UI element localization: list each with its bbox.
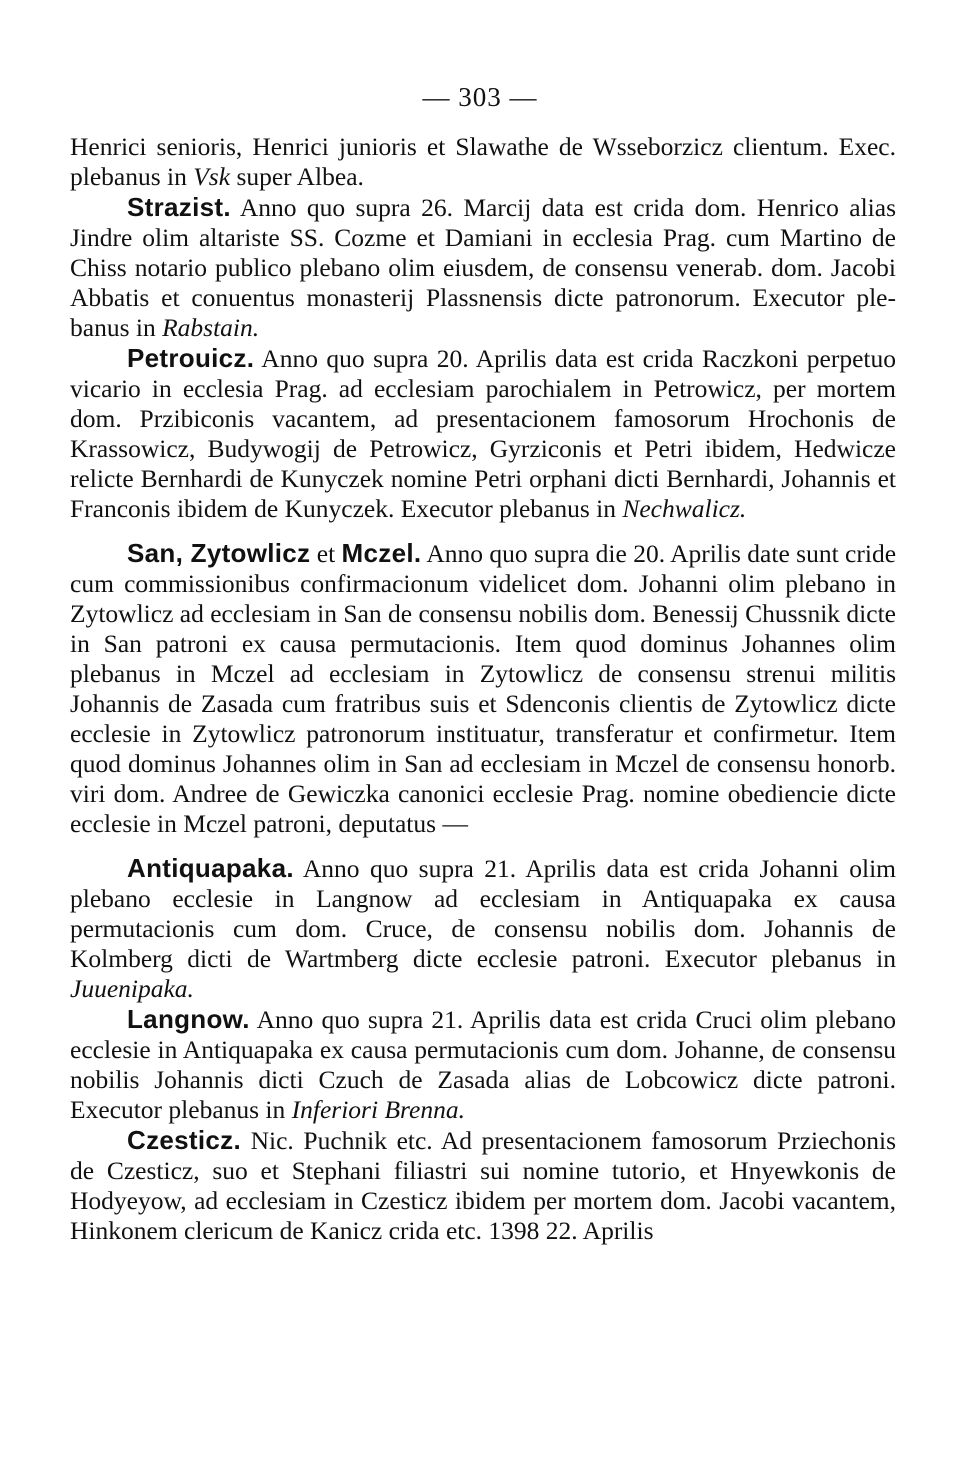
body-text	[70, 132, 896, 1246]
entry-text-italic: Juuenipaka.	[70, 974, 194, 1003]
entry-continuation	[70, 132, 896, 192]
page-number: — 303 —	[422, 82, 538, 112]
entry-text: et	[310, 539, 342, 568]
entry-text: Henrici senioris, Henrici junioris et Slawathe de Wsseborzicz clientum. Exec. plebanus in	[70, 132, 896, 191]
place-heading: Mczel.	[341, 538, 422, 568]
entry-langnow	[70, 1004, 896, 1125]
entry-text: Nic. Puchnik etc. Ad presentacionem famosorum Prziechonis de Czesticz, suo et Stephani filiastri sui nomine tutorio, et Hnyewkonis de Hodyeyow, ad ecclesiam in Czesticz ibidem per mortem dom. Jacobi vacantem, Hinkonem clericum de Kanicz crida etc. 1398 22. Aprilis	[70, 1126, 896, 1245]
entry-strazist	[70, 192, 896, 343]
entry-antiquapaka	[70, 853, 896, 1004]
entry-san-zytowlicz-mczel	[70, 538, 896, 839]
entry-petrouicz	[70, 343, 896, 524]
place-heading: Strazist.	[127, 192, 231, 222]
entry-text-italic: Nechwalicz.	[622, 494, 747, 523]
place-heading: Czesticz.	[127, 1125, 241, 1155]
entry-text: super Albea.	[230, 162, 364, 191]
entry-text: Anno quo supra 20. Aprilis data est crida Raczkoni perpetuo vicario in ecclesia Prag. ad ecclesiam parochialem in Petrowicz, per mortem dom. Przibiconis vacantem, ad presentacionem famosorum Hrochonis de Krassowicz, Budywogij de Petrowicz, Gyrziconis et Petri ibidem, Hedwicze relicte Bernhardi de Kunyczek nomine Petri orphani dicti Bernhardi, Johannis et Franconis ibidem de Kunyczek. Executor plebanus in	[70, 344, 896, 523]
entry-text: Anno quo supra 21. Aprilis data est crida Cruci olim plebano ecclesie in Antiquapaka ex causa permutacionis cum dom. Johanne, de consensu nobilis Johannis dicti Czuch de Zasada alias de Lobcowicz dicte patroni. Executor plebanus in	[70, 1005, 896, 1124]
entry-text: Anno quo supra 21. Aprilis data est crida Johanni olim plebano ecclesie in Langnow ad ecclesiam in Antiquapaka ex causa permutacionis cum dom. Cruce, de consensu nobilis dom. Johannis de Kolmberg dicti de Wartmberg dicte ecclesie patroni. Executor plebanus in	[70, 854, 896, 973]
entry-text-italic: Vsk	[193, 162, 231, 191]
entry-czesticz	[70, 1125, 896, 1246]
place-heading: San, Zytowlicz	[127, 538, 311, 568]
entry-text-italic: Rabstain.	[162, 313, 260, 342]
place-heading: Langnow.	[127, 1004, 250, 1034]
place-heading: Antiquapaka.	[127, 853, 294, 883]
entry-text: Anno quo supra die 20. Aprilis date sunt cride cum commissionibus confirmacionum videlicet dom. Johanni olim plebano in Zytowlicz ad ecclesiam in San de consensu nobilis dom. Benessij Chussnik dicte in San patroni ex causa permutacionis. Item quod dominus Johannes olim plebanus in Mczel ad ecclesiam in Zytowlicz de consensu strenui militis Johannis de Zasada cum fratribus suis et Sdenconis clientis de Zytowlicz dicte ecclesie in Zytowlicz patronorum instituatur, transferatur et confirmetur. Item quod dominus Johannes olim in San ad ecclesiam in Mczel de consensu honorb. viri dom. Andree de Gewiczka canonici ecclesie Prag. nomine obediencie dicte ecclesie in Mczel patroni, deputatus —	[70, 539, 897, 838]
place-heading: Petrouicz.	[127, 343, 255, 373]
entry-text: Anno quo supra 26. Marcij data est crida dom. Henrico alias Jindre olim altariste SS. Cozme et Damiani in ecclesia Prag. cum Martino de Chiss notario publico plebano olim eiusdem, de consensu venerab. dom. Jacobi Abbatis et conuentus monasterij Plassnensis dicte patronorum. Executor plebanus in	[70, 193, 896, 342]
entry-text-italic: Inferiori Brenna.	[291, 1095, 465, 1124]
